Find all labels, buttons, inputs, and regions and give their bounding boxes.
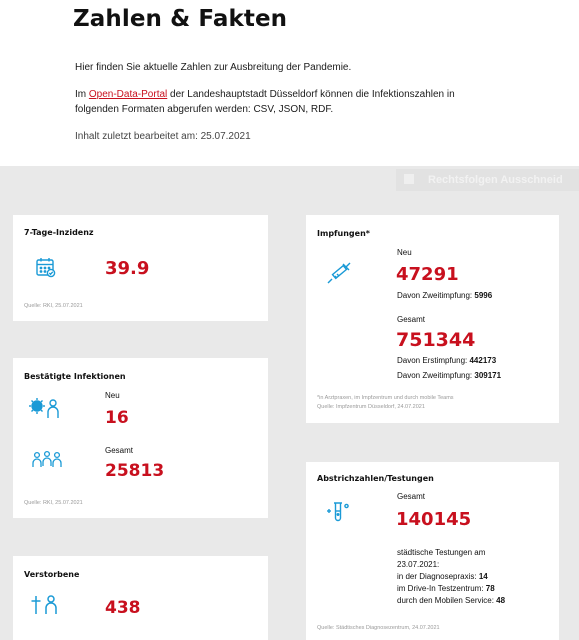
infections-total-label: Gesamt bbox=[105, 446, 134, 455]
vaccinations-new-value: 47291 bbox=[396, 264, 459, 285]
tests-line2: 23.07.2021: bbox=[397, 560, 440, 569]
vaccinations-title: Impfungen* bbox=[317, 229, 370, 238]
tests-total-value: 140145 bbox=[396, 509, 472, 530]
infections-new-label: Neu bbox=[105, 391, 120, 400]
tests-line1: städtische Testungen am bbox=[397, 548, 486, 557]
deaths-title: Verstorbene bbox=[24, 570, 80, 579]
infections-source: Quelle: RKI, 25.07.2021 bbox=[24, 500, 83, 506]
open-data-text: Im Open-Data-Portal der Landeshauptstadt Düsseldorf können die Infektionszahlen in bbox=[75, 89, 455, 100]
tests-total-label: Gesamt bbox=[397, 492, 426, 501]
download-icon bbox=[404, 174, 414, 184]
vaccinations-card bbox=[306, 215, 559, 423]
open-data-portal-link[interactable]: Open-Data-Portal bbox=[88, 89, 168, 100]
calendar-icon bbox=[35, 256, 57, 278]
infections-total-value: 25813 bbox=[105, 461, 165, 481]
syringe-icon bbox=[324, 261, 352, 287]
test-tube-icon bbox=[326, 501, 352, 525]
infections-new-value: 16 bbox=[105, 408, 129, 428]
incidence-card bbox=[13, 215, 268, 321]
incidence-value: 39.9 bbox=[105, 258, 150, 279]
vaccinations-new-label: Neu bbox=[397, 248, 412, 257]
group-icon bbox=[32, 450, 62, 470]
vaccinations-total-label: Gesamt bbox=[397, 315, 426, 324]
infections-card bbox=[13, 358, 268, 518]
vaccinations-second: Davon Zweitimpfung: 309171 bbox=[397, 371, 502, 380]
incidence-source: Quelle: RKI, 25.07.2021 bbox=[24, 303, 83, 309]
tests-card bbox=[306, 462, 559, 640]
tests-mobile: durch den Mobilen Service: 48 bbox=[397, 596, 506, 605]
vaccinations-new-second: Davon Zweitimpfung: 5996 bbox=[397, 291, 493, 300]
tests-diagnosis: in der Diagnosepraxis: 14 bbox=[397, 572, 488, 581]
vaccinations-first: Davon Erstimpfung: 442173 bbox=[397, 356, 497, 365]
last-edited-text: Inhalt zuletzt bearbeitet am: 25.07.2021 bbox=[75, 131, 251, 142]
cross-person-icon bbox=[30, 594, 60, 616]
deaths-value: 438 bbox=[105, 598, 141, 618]
infections-title: Bestätigte Infektionen bbox=[24, 372, 126, 381]
intro-text: Hier finden Sie aktuelle Zahlen zur Ausbreitung der Pandemie. bbox=[75, 62, 352, 73]
deaths-card bbox=[13, 556, 268, 640]
intro-section bbox=[0, 0, 579, 166]
formats-text: folgenden Formaten abgerufen werden: CSV, JSON, RDF. bbox=[75, 104, 334, 115]
legal-consequences-button[interactable]: Rechtsfolgen Ausschneid bbox=[396, 169, 579, 191]
virus-person-icon bbox=[29, 396, 61, 420]
vaccinations-source: Quelle: Impfzentrum Düsseldorf, 24.07.2021 bbox=[317, 404, 425, 410]
incidence-title: 7-Tage-Inzidenz bbox=[24, 228, 94, 237]
tests-source: Quelle: Städtisches Diagnosezentrum, 24.07.2021 bbox=[317, 625, 440, 631]
vaccinations-footnote: *in Arztpraxen, im Impfzentrum und durch mobile Teams bbox=[317, 395, 454, 401]
page-title: Zahlen & Fakten bbox=[73, 6, 288, 32]
tests-drive-in: im Drive-In Testzentrum: 78 bbox=[397, 584, 495, 593]
tests-title: Abstrichzahlen/Testungen bbox=[317, 474, 434, 483]
vaccinations-total-value: 751344 bbox=[396, 329, 476, 351]
